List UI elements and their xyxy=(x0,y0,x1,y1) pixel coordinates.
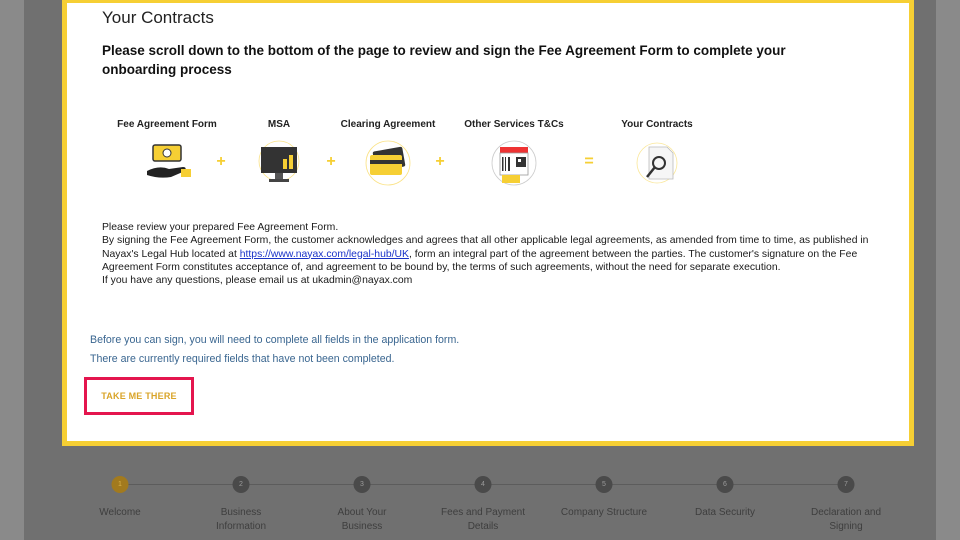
money-hand-icon xyxy=(137,139,197,187)
step-dot-1[interactable]: 1 xyxy=(112,476,129,493)
step-name-about-your-business[interactable]: About Your Business xyxy=(337,507,387,532)
step-name-company-structure[interactable]: Company Structure xyxy=(560,507,648,518)
document-search-icon xyxy=(627,139,687,187)
legal-text-post: , form an integral part of the agreement between the parties. The customer's signature on the Fee Agreement Form constitutes acceptance of, and agreement to be bound by, the terms of such agreements, without the need for separate execution. xyxy=(102,248,858,273)
credit-cards-icon xyxy=(358,139,418,187)
plus-operator-3: + xyxy=(435,153,445,170)
take-me-there-button[interactable]: TAKE ME THERE xyxy=(84,377,194,415)
legal-hub-link[interactable]: https://www.nayax.com/legal-hub/UK xyxy=(239,248,409,260)
step-name-fees-and-payment[interactable]: Fees and Payment Details xyxy=(441,507,525,532)
incomplete-notice xyxy=(90,331,459,369)
equals-operator: = xyxy=(584,153,594,170)
agreement-body xyxy=(102,221,872,287)
step-name-declaration-signing[interactable]: Declaration and Signing xyxy=(810,507,882,532)
contact-line: If you have any questions, please email us at ukadmin@nayax.com xyxy=(102,275,413,287)
notice-line-2: There are currently required fields that have not been completed. xyxy=(90,353,395,365)
contracts-modal xyxy=(62,0,914,446)
step-dot-3[interactable]: 3 xyxy=(354,476,371,493)
step-dot-2[interactable]: 2 xyxy=(233,476,250,493)
flow-label-other-services: Other Services T&Cs xyxy=(464,119,564,130)
qr-barcode-icon xyxy=(484,139,544,187)
legal-paragraph xyxy=(102,234,872,274)
plus-operator-2: + xyxy=(326,153,336,170)
step-dot-6[interactable]: 6 xyxy=(717,476,734,493)
monitor-chart-icon xyxy=(249,139,309,187)
step-name-data-security[interactable]: Data Security xyxy=(694,507,756,518)
instruction-text: Please scroll down to the bottom of the page to review and sign the Fee Agreement Form to complete your onboarding process xyxy=(102,43,786,77)
notice-line-1: Before you can sign, you will need to complete all fields in the application form. xyxy=(90,334,460,346)
legal-text-pre: By signing the Fee Agreement Form, the customer acknowledges and agrees that all other applicable legal agreements, as amended from time to time, as published in Nayax's Legal Hub located at xyxy=(102,235,869,260)
step-dot-7[interactable]: 7 xyxy=(838,476,855,493)
flow-label-your-contracts: Your Contracts xyxy=(621,119,693,130)
step-dot-5[interactable]: 5 xyxy=(596,476,613,493)
flow-label-msa: MSA xyxy=(267,119,291,130)
flow-label-fee-agreement: Fee Agreement Form xyxy=(117,119,217,130)
review-line: Please review your prepared Fee Agreement Form. xyxy=(102,222,339,233)
modal-title: Your Contracts xyxy=(102,8,214,27)
step-name-business-information[interactable]: Business Information xyxy=(215,507,267,532)
step-dot-4[interactable]: 4 xyxy=(475,476,492,493)
step-name-welcome[interactable]: Welcome xyxy=(99,507,141,518)
plus-operator-1: + xyxy=(216,153,226,170)
flow-label-clearing: Clearing Agreement xyxy=(340,119,436,130)
